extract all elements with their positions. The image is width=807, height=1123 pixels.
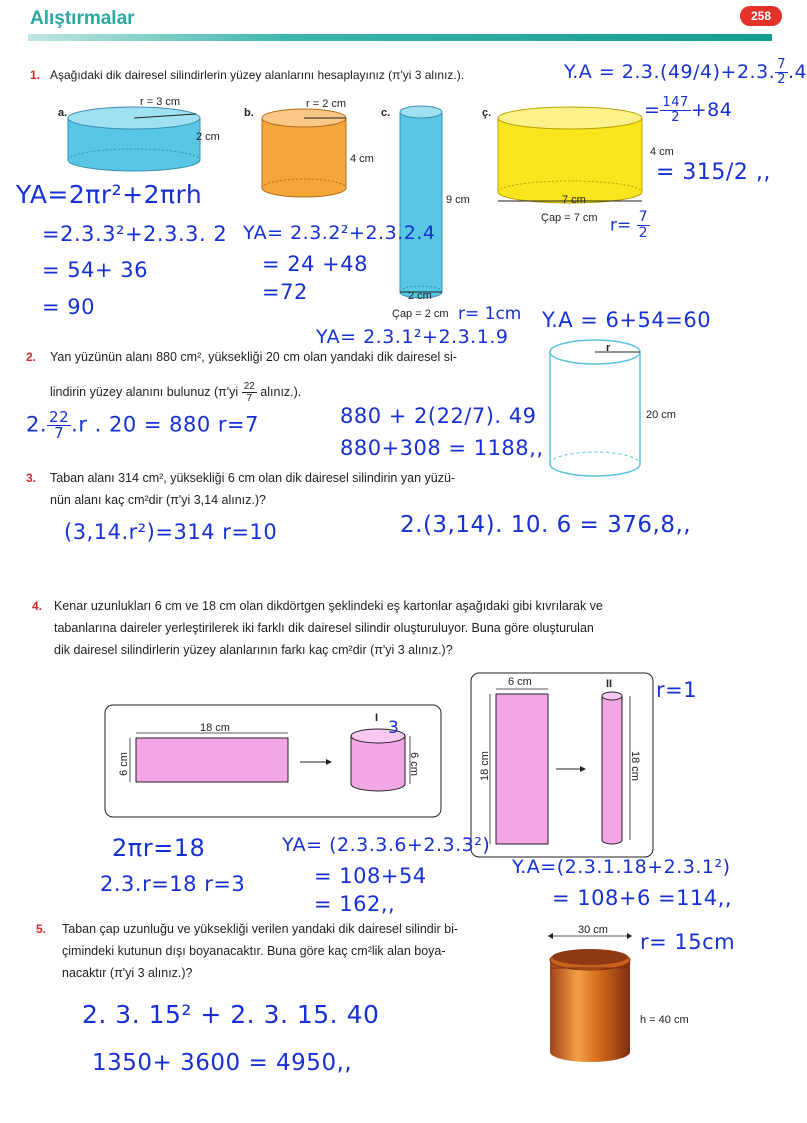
- q3-hw-line-1: (3,14.r²)=314 r=10: [64, 520, 278, 544]
- q4-hw-m-line-1: YA= (2.3.3.6+2.3.3²): [282, 834, 491, 856]
- figure-d-height: 4 cm: [650, 146, 674, 158]
- q5-hw-line-1: 2. 3. 15² + 2. 3. 15. 40: [82, 1000, 380, 1029]
- page-title: Alıştırmalar: [30, 8, 135, 29]
- question-1-number: 1.: [30, 68, 41, 82]
- q5-hw-line-2: 1350+ 3600 = 4950,,: [92, 1050, 353, 1076]
- question-4-fig2-width: 6 cm: [508, 676, 532, 688]
- q1-d-line-1: Y.A = 2.3.(49/4)+2.3. $\frac{7}{2}$ .4: [564, 57, 807, 87]
- figure-d-inner: 7 cm: [562, 194, 586, 206]
- question-2-cylinder: [548, 336, 644, 486]
- figure-c-diameter: Çap = 2 cm: [392, 308, 449, 320]
- figure-d-label: ç.: [482, 107, 492, 119]
- q1-c-line-2: Y.A = 6+54=60: [542, 308, 712, 332]
- question-4-number: 4.: [32, 599, 43, 613]
- question-2-text-1: Yan yüzünün alanı 880 cm², yüksekliği 20 cm olan yandaki dik dairesel si-: [50, 350, 457, 364]
- question-4-cyl-1-label: I: [375, 712, 379, 724]
- cylinder-a-figure: [66, 100, 206, 180]
- q2-hw-line-1: 2. $\frac{22}{7}$ .r . 20 = 880 r=7: [26, 408, 259, 442]
- q1-c-line-1: YA= 2.3.1²+2.3.1.9: [316, 326, 509, 348]
- q4-hw-m-line-2: = 108+54: [314, 864, 427, 888]
- q1-d-line-3: = 315/2 ,,: [656, 160, 771, 185]
- question-3-number: 3.: [26, 471, 37, 485]
- figure-c-inner: 2 cm: [408, 290, 432, 302]
- figure-a-radius: r = 3 cm: [140, 96, 181, 108]
- q5-hw-radius: r= 15cm: [640, 930, 736, 954]
- figure-b-height: 4 cm: [350, 153, 374, 165]
- q1-a-formula: YA=2πr²+2πrh: [16, 180, 203, 209]
- q1-d-line-2: = $\frac{147}{2}$ +84: [644, 95, 733, 125]
- figure-d-diameter: Çap = 7 cm: [541, 212, 598, 224]
- q1-b-line-2: = 24 +48: [262, 252, 368, 276]
- q1-a-line-3: = 90: [42, 295, 95, 319]
- question-5-text-3: nacaktır (π'yi 3 alınız.)?: [62, 966, 193, 980]
- question-4-fig1-height: 6 cm: [117, 752, 130, 776]
- question-4-text-1: Kenar uzunlukları 6 cm ve 18 cm olan dikdörtgen şeklindeki eş kartonlar aşağıdaki gibi kıvrılarak ve: [54, 599, 603, 613]
- question-2-number: 2.: [26, 350, 37, 364]
- question-3-text-2: nün alanı kaç cm²dir (π'yi 3,14 alınız.)?: [50, 493, 266, 507]
- question-4-fig1-width: 18 cm: [200, 722, 230, 734]
- q4-hw-m-line-3: = 162,,: [314, 892, 396, 916]
- q1-a-line-1: =2.3.3²+2.3.3. 2: [42, 222, 228, 246]
- question-4-text-3: dik dairesel silindirlerin yüzey alanlarının farkı kaç cm²dir (π'yi 3 alınız.)?: [54, 643, 453, 657]
- question-3-text-1: Taban alanı 314 cm², yüksekliği 6 cm olan dik dairesel silindirin yan yüzü-: [50, 471, 456, 485]
- q1-a-line-2: = 54+ 36: [42, 258, 148, 282]
- figure-a-height: 2 cm: [196, 131, 220, 143]
- question-2-radius-label: r: [606, 342, 611, 354]
- question-5-box-cylinder: [546, 930, 636, 1070]
- question-2-text-2: lindirin yüzey alanını bulunuz (π'yi $\frac{22}{7}$ alınız.).: [50, 381, 302, 404]
- question-5-text-1: Taban çap uzunluğu ve yüksekliği verilen yandaki dik dairesel silindir bi-: [62, 922, 459, 936]
- figure-c-height: 9 cm: [446, 194, 470, 206]
- q4-hw-r2-mark: r=1: [656, 678, 698, 702]
- question-4-cyl-2-label: II: [606, 678, 613, 690]
- question-1-text: Aşağıdaki dik dairesel silindirlerin yüzey alanlarını hesaplayınız (π'yi 3 alınız.).: [50, 68, 465, 82]
- q4-hw-line-2: 2.3.r=18 r=3: [100, 872, 246, 896]
- question-5-text-2: çimindeki kutunun dışı boyanacaktır. Buna göre kaç cm²lik alan boya-: [62, 944, 446, 958]
- cylinder-b-figure: [260, 108, 350, 208]
- q4-hw-r1-mark: 3: [388, 718, 399, 738]
- question-4-text-2: tabanlarına daireler yerleştirilerek iki farklı dik dairesel silindir oluşturuluyor. Buna göre oluşturulan: [54, 621, 594, 635]
- question-4-fig2-height: 18 cm: [478, 751, 491, 781]
- q4-hw-line-1: 2πr=18: [112, 834, 206, 862]
- q2-hw-line-3: 880+308 = 1188,,: [340, 436, 544, 460]
- header-divider: [28, 34, 772, 41]
- question-2-height-label: 20 cm: [646, 409, 676, 421]
- figure-b-radius: r = 2 cm: [306, 98, 347, 110]
- question-4-cyl-1-height: 6 cm: [407, 752, 420, 776]
- question-4-cyl-2-height: 18 cm: [628, 751, 641, 781]
- q1-c-radius: r= 1cm: [458, 304, 522, 324]
- figure-c-label: c.: [381, 107, 391, 119]
- figure-a-label: a.: [58, 107, 68, 119]
- q3-hw-line-2: 2.(3,14). 10. 6 = 376,8,,: [400, 512, 692, 538]
- question-5-height-label: h = 40 cm: [640, 1014, 689, 1026]
- q1-b-line-3: =72: [262, 280, 308, 304]
- question-4-figure-2: [470, 672, 654, 858]
- page-number-badge: 258: [740, 6, 782, 26]
- q2-hw-line-2: 880 + 2(22/7). 49: [340, 404, 537, 428]
- question-5-number: 5.: [36, 922, 47, 936]
- q4-hw-n-line-1: Y.A=(2.3.1.18+2.3.1²): [512, 856, 731, 878]
- q1-b-line-1: YA= 2.3.2²+2.3.2.4: [243, 222, 436, 244]
- cylinder-c-figure: [398, 104, 446, 304]
- figure-b-label: b.: [244, 107, 254, 119]
- q1-d-radius: r= $\frac{7}{2}$: [610, 209, 648, 241]
- q4-hw-n-line-2: = 108+6 =114,,: [552, 886, 733, 910]
- question-5-diameter-label: 30 cm: [578, 924, 608, 936]
